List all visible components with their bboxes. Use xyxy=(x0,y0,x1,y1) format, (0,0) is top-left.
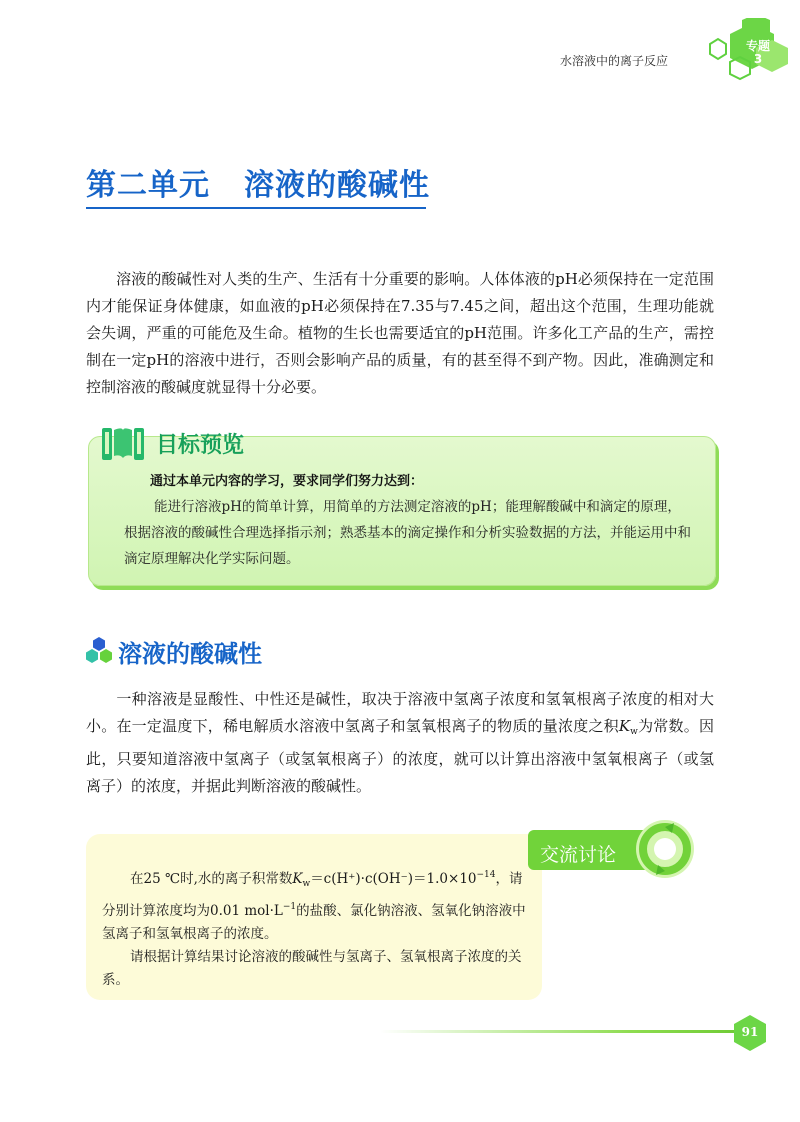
goals-text xyxy=(124,494,694,572)
section-text-2: 为常数。因此，只要知道溶液中氢离子（或氢氧根离子）的浓度，就可以计算出溶液中氢氧根离子（或氢离子）的浓度，并据此判断溶液的酸碱性。 xyxy=(86,717,714,795)
exchange-arrows-icon xyxy=(634,818,696,880)
topic-label: 专题 xyxy=(745,39,770,53)
chapter-title: 水溶液中的离子反应 xyxy=(560,54,669,68)
disc-p1-end: 的盐酸、氯化钠溶液、氢氧化钠溶液中氢离子和氢氧根离子的浓度。 xyxy=(102,903,526,942)
disc-formula: ＝c(H⁺)·c(OH⁻)＝1.0×10 xyxy=(310,871,477,887)
topic-number: 3 xyxy=(753,52,763,66)
discussion-label: 交流讨论 xyxy=(540,844,617,866)
intro-text: 溶液的酸碱性对人类的生产、生活有十分重要的影响。人体体液的pH必须保持在一定范围内才能保证身体健康，如血液的pH必须保持在7.35与7.45之间，超出这个范围，生理功能就会失调，严重的可能危及生命。植物的生长也需要适宜的pH范围。许多化工产品的生产，需控制在一定pH的溶液中进行，否则会影响产品的质量，有的甚至得不到产物。因此，准确测定和控制溶液的酸碱度就显得十分必要。 xyxy=(86,270,714,396)
unit-name: 溶液的酸碱性 xyxy=(244,168,430,203)
footer-rule xyxy=(380,1030,740,1033)
goals-body: 能进行溶液pH的简单计算，用简单的方法测定溶液的pH；能理解酸碱中和滴定的原理，根据溶液的酸碱性合理选择指示剂；熟悉基本的滴定操作和分析实验数据的方法，并能运用中和滴定原理解决化学实际问题。 xyxy=(124,499,691,567)
intro-paragraph xyxy=(86,266,714,401)
book-icon xyxy=(100,424,146,462)
section-title: 溶液的酸碱性 xyxy=(118,640,262,668)
disc-p1-mid: ，请分别计算浓度均为0.01 mol·L xyxy=(102,871,523,919)
section-text-1: 一种溶液是显酸性、中性还是碱性，取决于溶液中氢离子浓度和氢氧根离子浓度的相对大小。在一定温度下，稀电解质水溶液中氢离子和氢氧根离子的物质的量浓度之积 xyxy=(86,690,714,735)
goals-lead: 通过本单元内容的学习，要求同学们努力达到： xyxy=(150,474,424,489)
unit-number: 第二单元 xyxy=(86,168,210,203)
disc-p1-start: 在25 ℃时,水的离子积常数 xyxy=(130,871,293,887)
disc-kw-sub: w xyxy=(302,879,311,889)
discussion-question-2 xyxy=(102,946,528,992)
discussion-text xyxy=(102,864,528,992)
page-number: 91 xyxy=(741,1025,759,1039)
kw-subscript: w xyxy=(630,727,638,737)
disc-kw-symbol: K xyxy=(292,871,303,887)
title-underline xyxy=(86,207,426,209)
section-paragraph xyxy=(86,686,714,800)
section-bullet-icon xyxy=(84,636,114,664)
unit-title xyxy=(86,160,430,204)
topic-badge xyxy=(736,40,780,66)
disc-formula-exp: −14 xyxy=(476,870,496,880)
kw-symbol: K xyxy=(618,717,631,735)
disc-unit-exp: −1 xyxy=(282,902,297,912)
goals-title: 目标预览 xyxy=(156,433,245,458)
discussion-question-1 xyxy=(102,864,528,946)
disc-p2: 请根据计算结果讨论溶液的酸碱性与氢离子、氢氧根离子浓度的关系。 xyxy=(102,949,522,988)
